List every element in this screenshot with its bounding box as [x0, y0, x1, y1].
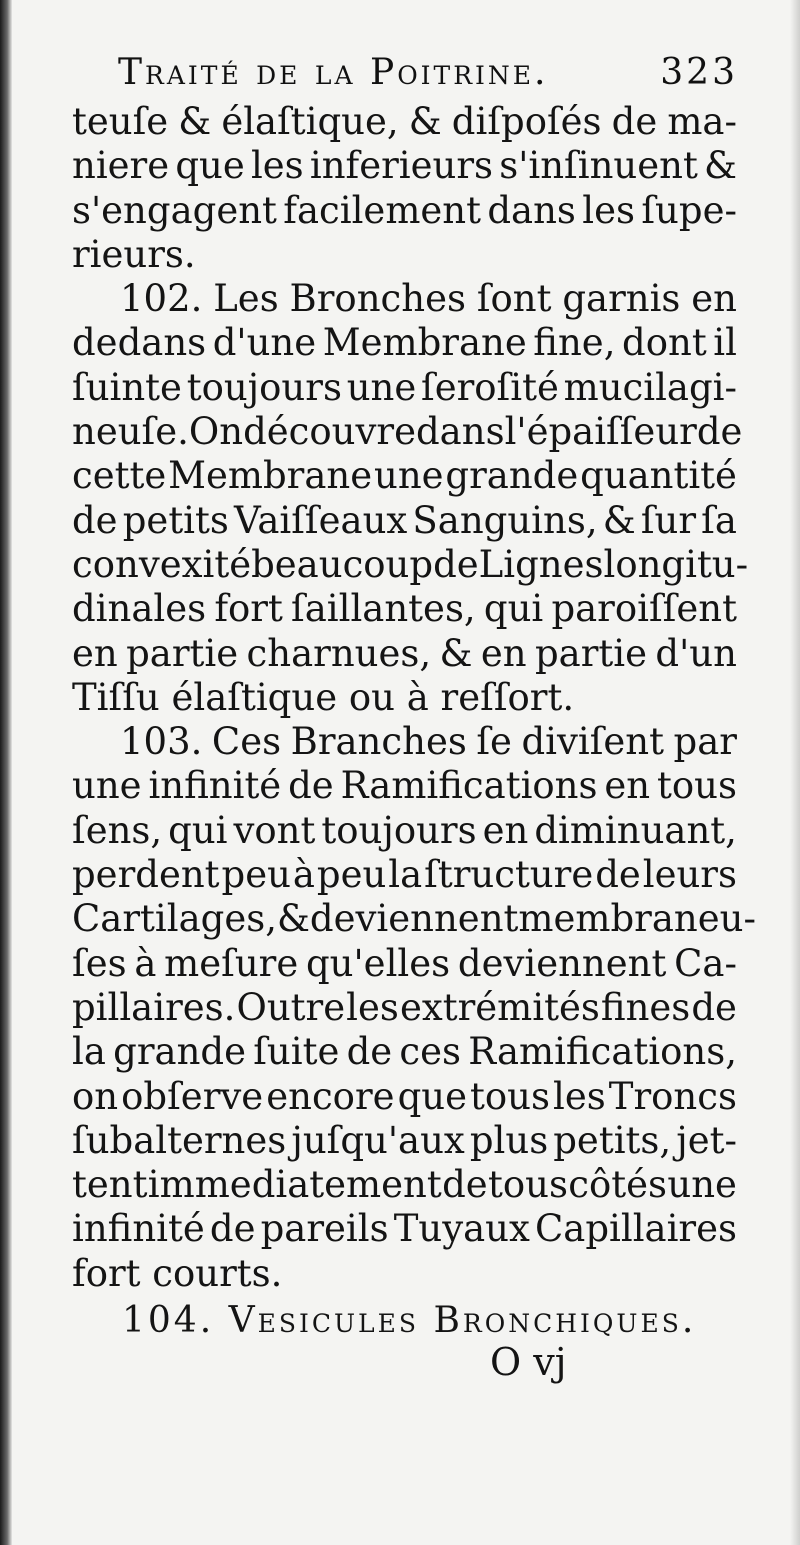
- word: peu: [221, 853, 291, 897]
- word: pareils: [260, 1207, 389, 1251]
- text-line: [72, 764, 737, 808]
- word: &: [178, 100, 212, 143]
- word: ſuinte: [72, 365, 182, 409]
- word: garnis: [562, 277, 681, 321]
- word: il: [713, 321, 737, 365]
- text-line: [72, 720, 737, 764]
- word: On: [188, 410, 244, 454]
- word: qui: [483, 587, 544, 631]
- word: tous: [470, 1074, 550, 1118]
- text-line: [72, 1207, 737, 1251]
- word: Outre: [236, 985, 346, 1029]
- text-line: [72, 1075, 737, 1119]
- word: vont: [233, 808, 316, 852]
- body-text: [72, 100, 756, 1296]
- text-line: [72, 587, 737, 631]
- word: convexité: [72, 542, 252, 586]
- word: à: [292, 853, 315, 897]
- word: dinales: [72, 587, 207, 631]
- word: charnues,: [246, 631, 432, 675]
- word: ſtructure: [424, 853, 594, 897]
- page-edge: [790, 0, 800, 1545]
- word: ſaillantes,: [291, 587, 476, 631]
- word: ces: [399, 1030, 462, 1074]
- word: petits,: [553, 1118, 672, 1162]
- word: ſupe-: [641, 188, 737, 232]
- word: de: [595, 853, 641, 897]
- word: peu: [316, 853, 387, 897]
- word: de: [611, 100, 658, 143]
- text-line: [72, 542, 749, 587]
- word: ſe: [476, 720, 512, 764]
- word: on: [72, 1074, 119, 1118]
- word: jet-: [676, 1118, 737, 1162]
- word: côtés: [568, 1163, 668, 1207]
- word: élaſtique,: [221, 100, 399, 143]
- word: dans: [416, 410, 505, 454]
- word: perdent: [72, 853, 220, 897]
- word: Tuyaux: [393, 1207, 530, 1251]
- word: ſens,: [72, 808, 163, 852]
- text-line: [72, 853, 737, 897]
- text-line: [72, 366, 737, 410]
- word: en: [480, 631, 527, 675]
- word: Ca-: [674, 941, 737, 985]
- word: Troncs: [608, 1074, 737, 1118]
- word: dont: [622, 321, 707, 365]
- word: obſerve: [121, 1074, 264, 1118]
- text-line: [72, 499, 737, 543]
- text-line: Tiſſu élaſtique ou à reſſort.: [72, 675, 575, 719]
- word: tent: [72, 1163, 148, 1207]
- word: Lignes: [478, 542, 604, 586]
- word: ſuite: [253, 1030, 340, 1074]
- word: dans: [487, 188, 576, 232]
- word: s'engagent: [72, 188, 277, 232]
- word: Membrane: [168, 454, 373, 498]
- text-line: [72, 897, 756, 941]
- word: s'inſinuent: [499, 144, 698, 188]
- word: Vaiſſeaux: [234, 498, 408, 542]
- word: toujours: [186, 365, 342, 409]
- word: 103.: [120, 720, 203, 764]
- text-line: [72, 410, 743, 454]
- word: Ces: [211, 720, 282, 764]
- word: les: [346, 985, 399, 1029]
- word: fort: [214, 587, 283, 631]
- word: de: [433, 542, 479, 586]
- text-line: [72, 100, 737, 144]
- word: à: [134, 941, 157, 985]
- word: deviennent: [457, 941, 667, 985]
- word: les: [250, 144, 304, 188]
- text-line: [72, 1163, 737, 1207]
- word: d'une: [212, 321, 317, 365]
- word: de: [691, 985, 737, 1029]
- word: la: [388, 853, 423, 897]
- text-line: [72, 942, 737, 986]
- word: &: [704, 144, 737, 188]
- word: immediatement: [147, 1163, 442, 1207]
- page-header: [118, 52, 738, 93]
- text-line: [72, 1119, 737, 1163]
- word: une: [346, 365, 417, 409]
- word: infinité: [148, 764, 282, 808]
- text-line: [72, 986, 737, 1030]
- word: juſqu'aux: [291, 1118, 465, 1162]
- text-line: [72, 321, 737, 365]
- word: grande: [445, 454, 579, 498]
- signature-mark: O vj: [490, 1340, 567, 1384]
- word: beaucoup: [251, 542, 434, 586]
- word: neuſe.: [72, 410, 189, 454]
- word: Membrane: [322, 321, 527, 365]
- word: quantité: [580, 454, 737, 498]
- word: les: [553, 1074, 606, 1118]
- word: pillaires.: [72, 985, 236, 1029]
- word: infinité: [72, 1207, 205, 1251]
- word: les: [582, 188, 635, 232]
- word: plus: [469, 1118, 549, 1162]
- word: de: [442, 1163, 488, 1207]
- text-line: rieurs.: [72, 232, 196, 276]
- word: partie: [535, 631, 648, 675]
- word: fines: [600, 985, 691, 1029]
- word: diminuant,: [534, 808, 737, 852]
- word: tous: [657, 764, 737, 808]
- word: diſpoſés: [451, 100, 602, 143]
- word: Les: [213, 277, 279, 321]
- text-line: [72, 1030, 737, 1074]
- word: membraneu-: [518, 897, 756, 941]
- page-gutter-shadow: [0, 0, 12, 1545]
- word: inferieurs: [309, 144, 494, 188]
- word: par: [673, 720, 737, 764]
- word: dedans: [72, 321, 207, 365]
- word: de: [288, 764, 334, 808]
- word: Cartilages,: [72, 897, 277, 941]
- word: ſeroſité: [421, 365, 559, 409]
- word: ſes: [72, 941, 127, 985]
- text-line: [72, 632, 737, 676]
- word: qu'elles: [306, 941, 451, 985]
- word: leurs: [642, 853, 737, 897]
- word: ſubalternes: [72, 1118, 287, 1162]
- word: diviſent: [521, 720, 664, 764]
- word: extrémités: [399, 985, 600, 1029]
- word: en: [691, 277, 737, 321]
- word: ſont: [476, 277, 552, 321]
- word: &: [439, 631, 473, 675]
- word: &: [602, 498, 636, 542]
- word: ſur: [640, 498, 697, 542]
- word: longitu-: [603, 542, 749, 586]
- word: teuſe: [72, 100, 169, 143]
- word: Ramifications,: [468, 1030, 737, 1074]
- word: Sanguins,: [412, 498, 598, 542]
- word: paroiſſent: [551, 587, 737, 631]
- word: découvre: [243, 410, 416, 454]
- word: Ramifications: [340, 764, 598, 808]
- word: fine,: [533, 321, 616, 365]
- text-line: [72, 277, 737, 321]
- text-line: [72, 809, 737, 853]
- word: partie: [126, 631, 239, 675]
- word: en: [72, 631, 118, 675]
- word: la: [72, 1030, 106, 1074]
- word: cette: [72, 454, 167, 498]
- word: Capillaires: [534, 1207, 737, 1251]
- word: ma-: [667, 100, 737, 143]
- word: de: [209, 1207, 256, 1251]
- word: tous: [487, 1163, 568, 1207]
- word: une: [72, 764, 142, 808]
- word: de: [696, 410, 743, 454]
- text-line: fort courts.: [72, 1251, 283, 1295]
- word: niere: [72, 144, 170, 188]
- word: de: [346, 1030, 393, 1074]
- word: l'épaiſſeur: [504, 410, 697, 454]
- word: petits: [122, 498, 229, 542]
- word: &: [408, 100, 442, 143]
- word: meſure: [164, 941, 299, 985]
- word: deviennent: [309, 897, 519, 941]
- word: de: [72, 498, 118, 542]
- word: que: [175, 144, 245, 188]
- word: qui: [168, 808, 228, 852]
- word: que: [397, 1074, 467, 1118]
- word: une: [667, 1163, 737, 1207]
- word: &: [276, 897, 310, 941]
- page-number: 323: [660, 52, 738, 93]
- word: facilement: [283, 188, 481, 232]
- word: toujours: [321, 808, 477, 852]
- word: encore: [266, 1074, 395, 1118]
- word: Bronches: [289, 277, 466, 321]
- word: une: [373, 454, 444, 498]
- text-line: [72, 144, 737, 188]
- word: 102.: [120, 277, 203, 321]
- word: en: [604, 764, 651, 808]
- text-line: [72, 189, 737, 233]
- word: ſa: [701, 498, 737, 542]
- word: mucilagi-: [563, 365, 737, 409]
- word: d'un: [655, 631, 737, 675]
- word: en: [482, 808, 529, 852]
- text-line: [72, 454, 737, 498]
- running-title: Traité de la Poitrine.: [118, 52, 549, 93]
- catchline: 104. Vesicules Bronchiques.: [122, 1300, 697, 1341]
- word: grande: [113, 1030, 246, 1074]
- word: Branches: [290, 720, 467, 764]
